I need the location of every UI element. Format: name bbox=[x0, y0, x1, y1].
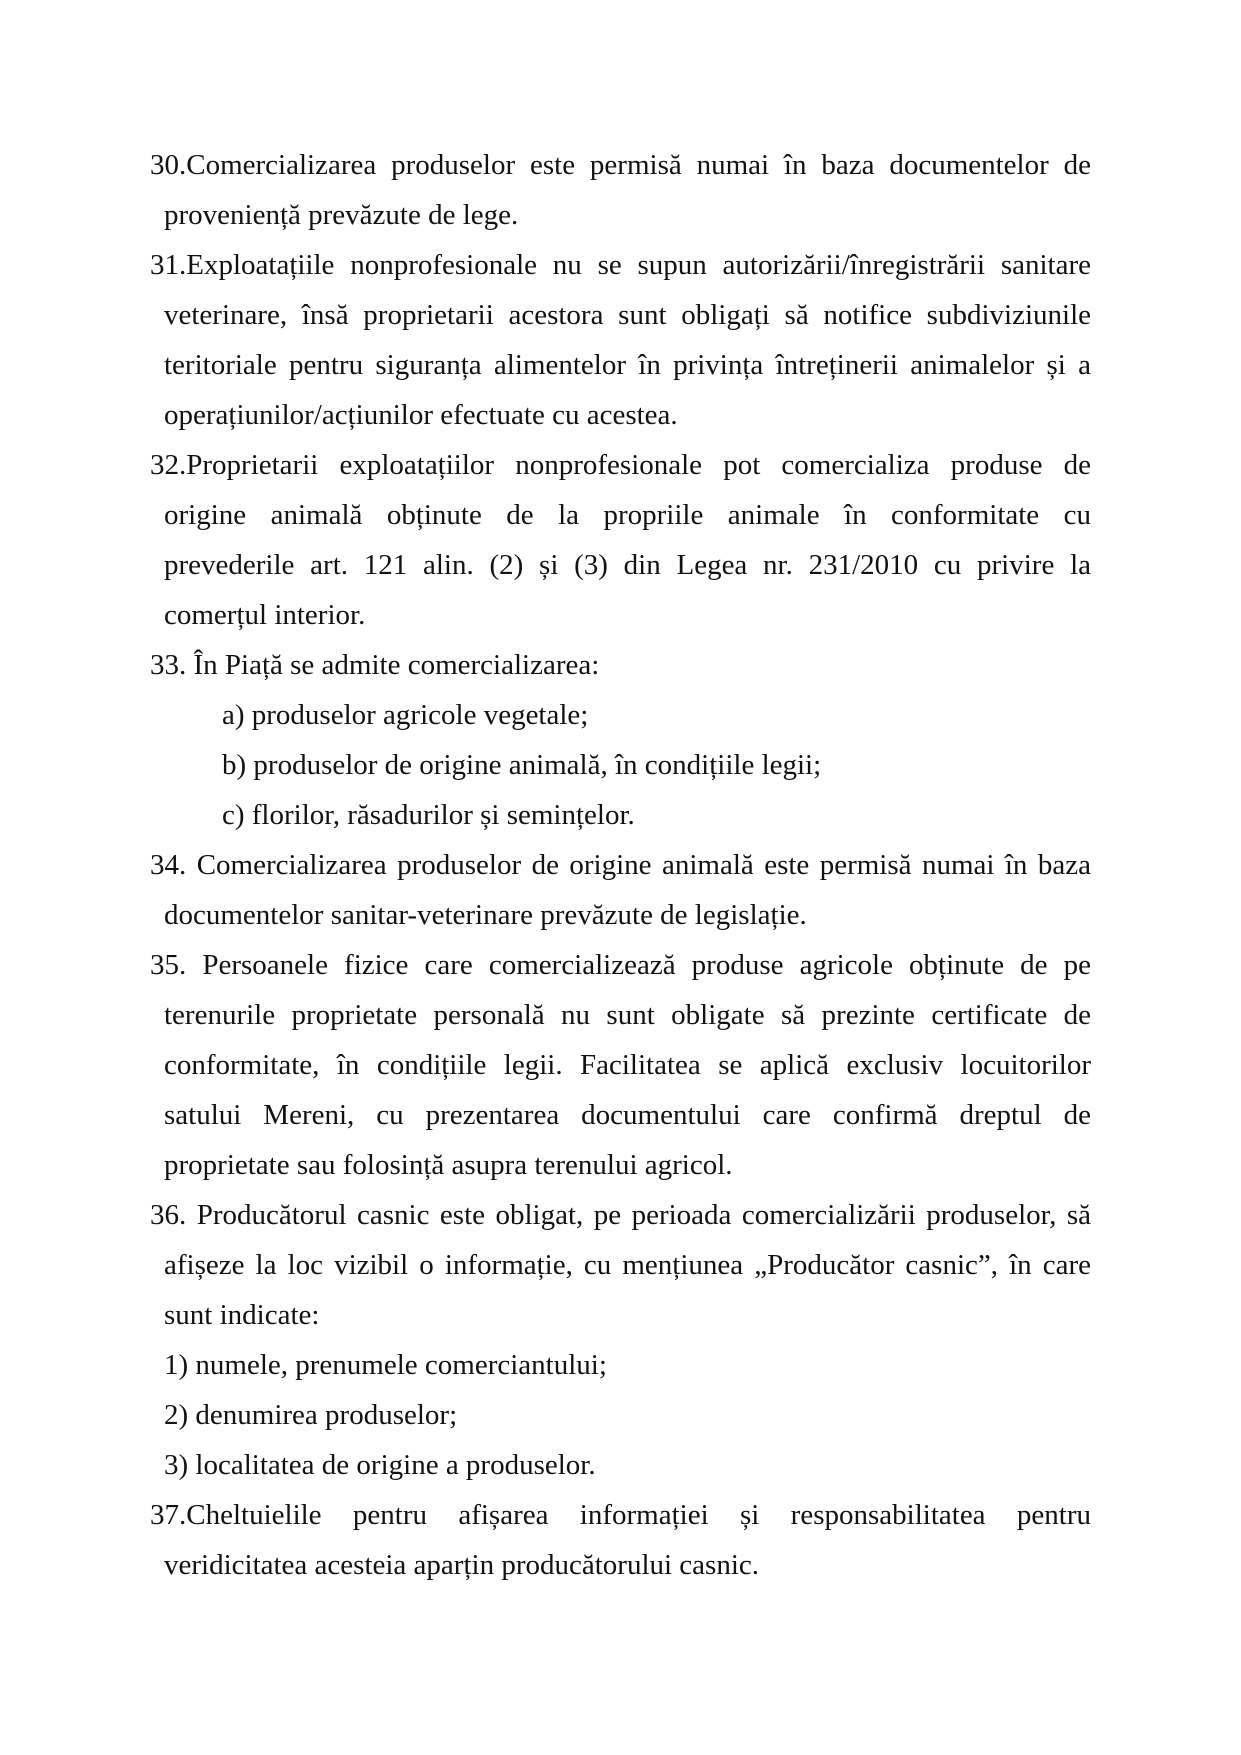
item-33-line-1: 33. În Piață se admite comercializarea: bbox=[150, 649, 600, 681]
item-33-sub-c: c) florilor, răsadurilor și semințelor. bbox=[222, 799, 635, 831]
item-32-line-3: prevederile art. 121 alin. (2) și (3) din Legea nr. 231/2010 cu privire la bbox=[164, 549, 1091, 581]
item-35-line-1: 35. Persoanele fizice care comercializează produse agricole obținute de pe bbox=[150, 949, 1091, 981]
item-35-line-4: satului Mereni, cu prezentarea documentului care confirmă dreptul de bbox=[164, 1099, 1091, 1131]
item-35-line-3: conformitate, în condițiile legii. Facilitatea se aplică exclusiv locuitorilor bbox=[164, 1049, 1091, 1081]
item-36-line-1: 36. Producătorul casnic este obligat, pe perioada comercializării produselor, să bbox=[150, 1199, 1091, 1231]
item-34-line-1: 34. Comercializarea produselor de origine animală este permisă numai în baza bbox=[150, 849, 1091, 881]
item-31-line-3: teritoriale pentru siguranța alimentelor în privința întreținerii animalelor și a bbox=[164, 349, 1091, 381]
item-35-line-5: proprietate sau folosință asupra terenului agricol. bbox=[164, 1149, 733, 1181]
item-36-line-3: sunt indicate: bbox=[164, 1299, 320, 1331]
item-31-line-4: operațiunilor/acțiunilor efectuate cu acestea. bbox=[164, 399, 678, 431]
item-35-line-2: terenurile proprietate personală nu sunt obligate să prezinte certificate de bbox=[164, 999, 1091, 1031]
item-32-line-1: 32.Proprietarii exploatațiilor nonprofesionale pot comercializa produse de bbox=[150, 449, 1091, 481]
item-36-sub-1: 1) numele, prenumele comerciantului; bbox=[164, 1349, 607, 1381]
item-36-sub-2: 2) denumirea produselor; bbox=[164, 1399, 458, 1431]
item-34-line-2: documentelor sanitar-veterinare prevăzute de legislație. bbox=[164, 899, 807, 931]
item-30-line-2: proveniență prevăzute de lege. bbox=[164, 199, 519, 231]
item-33-sub-b: b) produselor de origine animală, în condițiile legii; bbox=[222, 749, 822, 781]
item-37-line-2: veridicitatea acesteia aparțin producătorului casnic. bbox=[164, 1549, 760, 1581]
text-block bbox=[150, 140, 1091, 1590]
item-33-sub-a: a) produselor agricole vegetale; bbox=[222, 699, 589, 731]
item-32-line-4: comerțul interior. bbox=[164, 599, 366, 631]
item-32-line-2: origine animală obținute de la propriile animale în conformitate cu bbox=[164, 499, 1091, 531]
item-31-line-2: veterinare, însă proprietarii acestora sunt obligați să notifice subdiviziunile bbox=[164, 299, 1091, 331]
item-37-line-1: 37.Cheltuielile pentru afișarea informației și responsabilitatea pentru bbox=[150, 1499, 1091, 1531]
item-36-sub-3: 3) localitatea de origine a produselor. bbox=[164, 1449, 596, 1481]
item-31-line-1: 31.Exploatațiile nonprofesionale nu se supun autorizării/înregistrării sanitare bbox=[150, 249, 1091, 281]
item-30-line-1: 30.Comercializarea produselor este permisă numai în baza documentelor de bbox=[150, 149, 1091, 181]
item-36-line-2: afișeze la loc vizibil o informație, cu mențiunea „Producător casnic”, în care bbox=[164, 1249, 1091, 1281]
